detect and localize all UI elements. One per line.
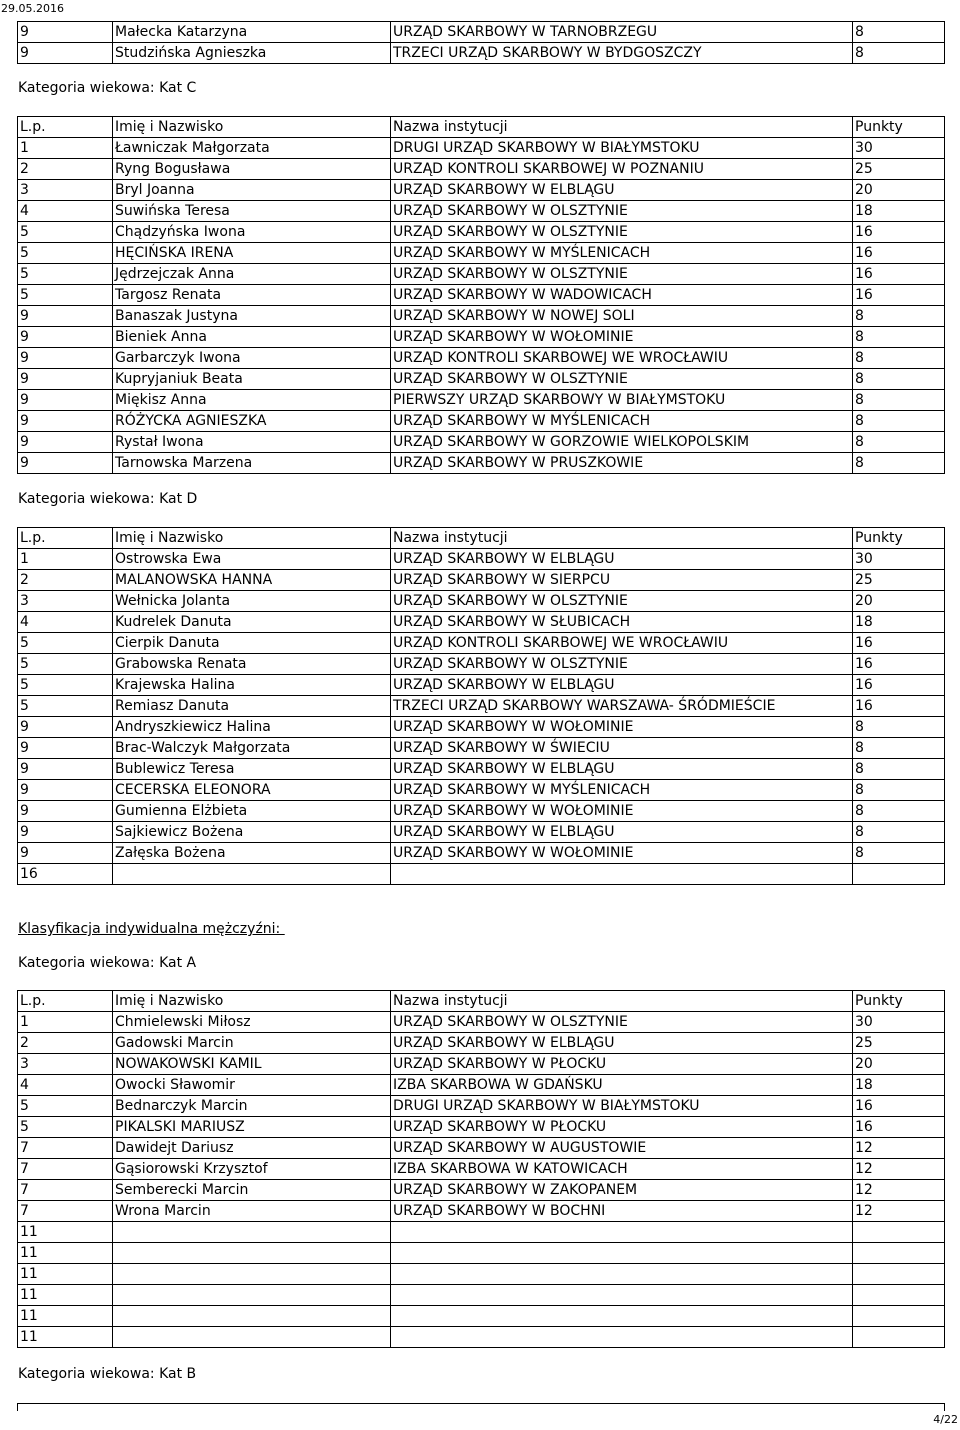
- lp-cell: 2: [17, 1033, 112, 1053]
- name-cell: NOWAKOWSKI KAMIL: [112, 1054, 390, 1074]
- points-cell: 8: [852, 801, 944, 821]
- table-row: [17, 453, 945, 474]
- table-row: [17, 1159, 945, 1180]
- points-cell: 18: [852, 1075, 944, 1095]
- name-cell: PIKALSKI MARIUSZ: [112, 1117, 390, 1137]
- men-classification-heading: Klasyfikacja indywidualna mężczyźni:: [18, 921, 285, 937]
- table-row: [17, 549, 945, 570]
- name-cell: Gumienna Elżbieta: [112, 801, 390, 821]
- lp-cell: 11: [17, 1327, 112, 1347]
- table-row: [17, 180, 945, 201]
- institution-cell: URZĄD KONTROLI SKARBOWEJ WE WROCŁAWIU: [390, 633, 852, 653]
- table-row: [17, 1327, 945, 1348]
- institution-cell: URZĄD SKARBOWY W ELBLĄGU: [390, 1033, 852, 1053]
- points-cell: 8: [852, 43, 944, 63]
- category-label-kat-c: Kategoria wiekowa: Kat C: [18, 80, 197, 96]
- name-cell: Semberecki Marcin: [112, 1180, 390, 1200]
- lp-cell: 16: [17, 864, 112, 884]
- lp-cell: 9: [17, 22, 112, 42]
- table-row: [17, 201, 945, 222]
- lp-cell: 9: [17, 369, 112, 389]
- name-cell: CECERSKA ELEONORA: [112, 780, 390, 800]
- table-row: [17, 432, 945, 453]
- name-cell: Chądzyńska Iwona: [112, 222, 390, 242]
- name-cell: Remiasz Danuta: [112, 696, 390, 716]
- table-row: [17, 264, 945, 285]
- name-cell: [112, 1264, 390, 1284]
- table-row: [17, 1075, 945, 1096]
- points-cell: 25: [852, 570, 944, 590]
- name-cell: Rystał Iwona: [112, 432, 390, 452]
- lp-cell: 5: [17, 654, 112, 674]
- points-cell: 20: [852, 1054, 944, 1074]
- table-row: [17, 138, 945, 159]
- name-cell: Jędrzejczak Anna: [112, 264, 390, 284]
- name-cell: RÓŻYCKA AGNIESZKA: [112, 411, 390, 431]
- name-cell: Brac-Walczyk Małgorzata: [112, 738, 390, 758]
- institution-cell: [390, 1264, 852, 1284]
- points-cell: 16: [852, 633, 944, 653]
- points-cell: [852, 1306, 944, 1326]
- points-cell: 12: [852, 1159, 944, 1179]
- name-cell: [112, 1222, 390, 1242]
- name-cell: Studzińska Agnieszka: [112, 43, 390, 63]
- name-cell: Bednarczyk Marcin: [112, 1096, 390, 1116]
- institution-cell: URZĄD SKARBOWY W AUGUSTOWIE: [390, 1138, 852, 1158]
- institution-cell: URZĄD SKARBOWY W OLSZTYNIE: [390, 201, 852, 221]
- points-cell: 8: [852, 717, 944, 737]
- points-header: Punkty: [852, 117, 944, 137]
- lp-cell: 9: [17, 717, 112, 737]
- name-cell: [112, 1243, 390, 1263]
- points-cell: 16: [852, 654, 944, 674]
- lp-cell: 7: [17, 1138, 112, 1158]
- points-cell: 8: [852, 306, 944, 326]
- points-cell: 8: [852, 453, 944, 473]
- results-table-kat-a: [17, 990, 945, 1348]
- table-row: [17, 612, 945, 633]
- points-cell: 8: [852, 348, 944, 368]
- points-cell: 8: [852, 390, 944, 410]
- lp-cell: 5: [17, 1096, 112, 1116]
- lp-cell: 11: [17, 1264, 112, 1284]
- points-cell: 16: [852, 222, 944, 242]
- name-cell: [112, 864, 390, 884]
- institution-cell: URZĄD SKARBOWY W WADOWICACH: [390, 285, 852, 305]
- lp-cell: 3: [17, 180, 112, 200]
- category-label-kat-a: Kategoria wiekowa: Kat A: [18, 955, 197, 971]
- table-row: [17, 822, 945, 843]
- points-cell: [852, 1327, 944, 1347]
- table-row: [17, 390, 945, 411]
- lp-cell: 11: [17, 1285, 112, 1305]
- points-cell: 16: [852, 285, 944, 305]
- table-row: [17, 738, 945, 759]
- lp-cell: 7: [17, 1159, 112, 1179]
- name-cell: Cierpik Danuta: [112, 633, 390, 653]
- institution-cell: DRUGI URZĄD SKARBOWY W BIAŁYMSTOKU: [390, 138, 852, 158]
- points-cell: 8: [852, 843, 944, 863]
- table-row: [17, 864, 945, 885]
- points-cell: 8: [852, 780, 944, 800]
- points-cell: 16: [852, 1117, 944, 1137]
- lp-cell: 9: [17, 843, 112, 863]
- institution-cell: URZĄD SKARBOWY W PŁOCKU: [390, 1117, 852, 1137]
- institution-cell: URZĄD SKARBOWY W WOŁOMINIE: [390, 717, 852, 737]
- table-row: [17, 43, 945, 64]
- table-row: [17, 570, 945, 591]
- points-cell: 20: [852, 180, 944, 200]
- table-row: [17, 1054, 945, 1075]
- table-row: [17, 348, 945, 369]
- points-cell: 30: [852, 549, 944, 569]
- points-cell: 25: [852, 1033, 944, 1053]
- institution-header: Nazwa instytucji: [390, 528, 852, 548]
- table-row: [17, 1180, 945, 1201]
- institution-cell: [390, 1306, 852, 1326]
- institution-cell: URZĄD SKARBOWY W OLSZTYNIE: [390, 369, 852, 389]
- lp-cell: 9: [17, 348, 112, 368]
- institution-cell: URZĄD SKARBOWY W OLSZTYNIE: [390, 1012, 852, 1032]
- points-cell: [852, 1243, 944, 1263]
- table-row: [17, 1012, 945, 1033]
- lp-cell: 9: [17, 453, 112, 473]
- name-cell: Grabowska Renata: [112, 654, 390, 674]
- name-cell: Ławniczak Małgorzata: [112, 138, 390, 158]
- results-table-kat-d: [17, 527, 945, 885]
- table-row: [17, 1033, 945, 1054]
- institution-cell: [390, 1243, 852, 1263]
- name-cell: Andryszkiewicz Halina: [112, 717, 390, 737]
- header-row: [17, 991, 945, 1012]
- name-cell: Bieniek Anna: [112, 327, 390, 347]
- lp-cell: 9: [17, 738, 112, 758]
- name-cell: Bublewicz Teresa: [112, 759, 390, 779]
- points-cell: 8: [852, 759, 944, 779]
- lp-cell: 5: [17, 264, 112, 284]
- table-row: [17, 801, 945, 822]
- points-cell: 20: [852, 591, 944, 611]
- institution-cell: IZBA SKARBOWA W KATOWICACH: [390, 1159, 852, 1179]
- table-row: [17, 22, 945, 43]
- institution-cell: URZĄD SKARBOWY W BOCHNI: [390, 1201, 852, 1221]
- table-row: [17, 1222, 945, 1243]
- lp-cell: 7: [17, 1180, 112, 1200]
- points-cell: [852, 1222, 944, 1242]
- points-cell: 30: [852, 1012, 944, 1032]
- name-cell: Załęska Bożena: [112, 843, 390, 863]
- name-cell: Kupryjaniuk Beata: [112, 369, 390, 389]
- institution-cell: URZĄD SKARBOWY W MYŚLENICACH: [390, 411, 852, 431]
- lp-header: L.p.: [17, 528, 112, 548]
- name-cell: Tarnowska Marzena: [112, 453, 390, 473]
- points-header: Punkty: [852, 528, 944, 548]
- lp-header: L.p.: [17, 991, 112, 1011]
- points-cell: [852, 1264, 944, 1284]
- lp-cell: 2: [17, 159, 112, 179]
- lp-cell: 5: [17, 1117, 112, 1137]
- institution-cell: [390, 864, 852, 884]
- lp-cell: 5: [17, 675, 112, 695]
- lp-cell: 11: [17, 1306, 112, 1326]
- name-cell: Dawidejt Dariusz: [112, 1138, 390, 1158]
- lp-cell: 4: [17, 612, 112, 632]
- print-date: 29.05.2016: [1, 2, 64, 15]
- institution-cell: URZĄD SKARBOWY W WOŁOMINIE: [390, 801, 852, 821]
- table-row: [17, 1117, 945, 1138]
- institution-cell: URZĄD SKARBOWY W OLSZTYNIE: [390, 654, 852, 674]
- category-label-kat-d: Kategoria wiekowa: Kat D: [18, 491, 198, 507]
- lp-cell: 2: [17, 570, 112, 590]
- lp-cell: 5: [17, 696, 112, 716]
- points-cell: 8: [852, 738, 944, 758]
- table-row: [17, 633, 945, 654]
- lp-cell: 1: [17, 138, 112, 158]
- points-cell: 12: [852, 1180, 944, 1200]
- table-row: [17, 327, 945, 348]
- institution-cell: URZĄD SKARBOWY W ELBLĄGU: [390, 180, 852, 200]
- institution-header: Nazwa instytucji: [390, 117, 852, 137]
- lp-cell: 1: [17, 1012, 112, 1032]
- lp-cell: 9: [17, 801, 112, 821]
- name-cell: [112, 1327, 390, 1347]
- institution-cell: URZĄD KONTROLI SKARBOWEJ WE WROCŁAWIU: [390, 348, 852, 368]
- table-row: [17, 675, 945, 696]
- name-cell: Bryl Joanna: [112, 180, 390, 200]
- name-cell: [112, 1285, 390, 1305]
- name-cell: Banaszak Justyna: [112, 306, 390, 326]
- institution-cell: [390, 1327, 852, 1347]
- name-cell: Krajewska Halina: [112, 675, 390, 695]
- points-cell: [852, 864, 944, 884]
- institution-cell: URZĄD SKARBOWY W WOŁOMINIE: [390, 843, 852, 863]
- institution-cell: DRUGI URZĄD SKARBOWY W BIAŁYMSTOKU: [390, 1096, 852, 1116]
- table-row: [17, 780, 945, 801]
- results-table-kat-b-top-edge: [17, 1403, 945, 1411]
- table-row: [17, 1264, 945, 1285]
- institution-header: Nazwa instytucji: [390, 991, 852, 1011]
- table-row: [17, 843, 945, 864]
- page-number: 4/22: [933, 1413, 958, 1426]
- institution-cell: [390, 1285, 852, 1305]
- lp-cell: 9: [17, 432, 112, 452]
- points-cell: 16: [852, 696, 944, 716]
- table-row: [17, 369, 945, 390]
- institution-cell: URZĄD KONTROLI SKARBOWEJ W POZNANIU: [390, 159, 852, 179]
- institution-cell: URZĄD SKARBOWY W ELBLĄGU: [390, 675, 852, 695]
- institution-cell: URZĄD SKARBOWY W OLSZTYNIE: [390, 222, 852, 242]
- results-table-kat-c: [17, 116, 945, 474]
- name-cell: Miękisz Anna: [112, 390, 390, 410]
- table-row: [17, 222, 945, 243]
- institution-cell: URZĄD SKARBOWY W MYŚLENICACH: [390, 243, 852, 263]
- table-row: [17, 1096, 945, 1117]
- table-row: [17, 306, 945, 327]
- points-cell: 8: [852, 432, 944, 452]
- points-cell: 18: [852, 612, 944, 632]
- table-row: [17, 759, 945, 780]
- lp-cell: 4: [17, 1075, 112, 1095]
- table-row: [17, 285, 945, 306]
- institution-cell: URZĄD SKARBOWY W ŚWIECIU: [390, 738, 852, 758]
- points-cell: 12: [852, 1138, 944, 1158]
- institution-cell: URZĄD SKARBOWY W SŁUBICACH: [390, 612, 852, 632]
- institution-cell: URZĄD SKARBOWY W SIERPCU: [390, 570, 852, 590]
- table-row: [17, 1243, 945, 1264]
- name-cell: [112, 1306, 390, 1326]
- institution-cell: URZĄD SKARBOWY W MYŚLENICACH: [390, 780, 852, 800]
- points-cell: 16: [852, 264, 944, 284]
- points-header: Punkty: [852, 991, 944, 1011]
- points-cell: 16: [852, 1096, 944, 1116]
- lp-cell: 9: [17, 822, 112, 842]
- points-cell: 16: [852, 675, 944, 695]
- points-cell: 30: [852, 138, 944, 158]
- name-cell: Wrona Marcin: [112, 1201, 390, 1221]
- institution-cell: PIERWSZY URZĄD SKARBOWY W BIAŁYMSTOKU: [390, 390, 852, 410]
- table-row: [17, 654, 945, 675]
- institution-cell: [390, 1222, 852, 1242]
- table-row: [17, 696, 945, 717]
- points-cell: 25: [852, 159, 944, 179]
- results-table-continued: [17, 21, 945, 64]
- header-row: [17, 528, 945, 549]
- lp-cell: 5: [17, 222, 112, 242]
- lp-cell: 9: [17, 780, 112, 800]
- category-label-kat-b: Kategoria wiekowa: Kat B: [18, 1366, 197, 1382]
- institution-cell: URZĄD SKARBOWY W PŁOCKU: [390, 1054, 852, 1074]
- name-cell: Kudrelek Danuta: [112, 612, 390, 632]
- lp-cell: 4: [17, 201, 112, 221]
- lp-cell: 1: [17, 549, 112, 569]
- institution-cell: URZĄD SKARBOWY W OLSZTYNIE: [390, 591, 852, 611]
- lp-cell: 11: [17, 1222, 112, 1242]
- points-cell: 8: [852, 22, 944, 42]
- header-row: [17, 117, 945, 138]
- table-row: [17, 159, 945, 180]
- points-cell: 8: [852, 369, 944, 389]
- name-cell: Ryng Bogusława: [112, 159, 390, 179]
- lp-cell: 9: [17, 411, 112, 431]
- lp-cell: 11: [17, 1243, 112, 1263]
- institution-cell: URZĄD SKARBOWY W PRUSZKOWIE: [390, 453, 852, 473]
- name-header: Imię i Nazwisko: [112, 991, 390, 1011]
- name-cell: Ostrowska Ewa: [112, 549, 390, 569]
- name-cell: Gąsiorowski Krzysztof: [112, 1159, 390, 1179]
- points-cell: 12: [852, 1201, 944, 1221]
- name-cell: Wełnicka Jolanta: [112, 591, 390, 611]
- points-cell: 16: [852, 243, 944, 263]
- name-cell: Garbarczyk Iwona: [112, 348, 390, 368]
- lp-cell: 9: [17, 306, 112, 326]
- table-row: [17, 243, 945, 264]
- points-cell: 8: [852, 327, 944, 347]
- name-cell: Gadowski Marcin: [112, 1033, 390, 1053]
- lp-cell: 9: [17, 43, 112, 63]
- table-row: [17, 1201, 945, 1222]
- name-header: Imię i Nazwisko: [112, 528, 390, 548]
- institution-cell: IZBA SKARBOWA W GDAŃSKU: [390, 1075, 852, 1095]
- institution-cell: URZĄD SKARBOWY W WOŁOMINIE: [390, 327, 852, 347]
- lp-cell: 7: [17, 1201, 112, 1221]
- lp-cell: 5: [17, 243, 112, 263]
- institution-cell: TRZECI URZĄD SKARBOWY W BYDGOSZCZY: [390, 43, 852, 63]
- lp-cell: 3: [17, 591, 112, 611]
- lp-cell: 9: [17, 390, 112, 410]
- table-row: [17, 1138, 945, 1159]
- lp-cell: 3: [17, 1054, 112, 1074]
- name-cell: HĘCIŃSKA IRENA: [112, 243, 390, 263]
- institution-cell: URZĄD SKARBOWY W ZAKOPANEM: [390, 1180, 852, 1200]
- lp-cell: 5: [17, 285, 112, 305]
- name-cell: Suwińska Teresa: [112, 201, 390, 221]
- institution-cell: URZĄD SKARBOWY W ELBLĄGU: [390, 549, 852, 569]
- institution-cell: URZĄD SKARBOWY W TARNOBRZEGU: [390, 22, 852, 42]
- name-cell: Targosz Renata: [112, 285, 390, 305]
- table-row: [17, 411, 945, 432]
- points-cell: 8: [852, 822, 944, 842]
- lp-cell: 9: [17, 327, 112, 347]
- table-row: [17, 1306, 945, 1327]
- points-cell: 8: [852, 411, 944, 431]
- institution-cell: URZĄD SKARBOWY W ELBLĄGU: [390, 822, 852, 842]
- table-row: [17, 717, 945, 738]
- points-cell: 18: [852, 201, 944, 221]
- name-cell: Małecka Katarzyna: [112, 22, 390, 42]
- lp-header: L.p.: [17, 117, 112, 137]
- name-header: Imię i Nazwisko: [112, 117, 390, 137]
- table-row: [17, 1285, 945, 1306]
- lp-cell: 5: [17, 633, 112, 653]
- table-row: [17, 591, 945, 612]
- institution-cell: URZĄD SKARBOWY W OLSZTYNIE: [390, 264, 852, 284]
- points-cell: [852, 1285, 944, 1305]
- institution-cell: TRZECI URZĄD SKARBOWY WARSZAWA- ŚRÓDMIEŚCIE: [390, 696, 852, 716]
- lp-cell: 9: [17, 759, 112, 779]
- institution-cell: URZĄD SKARBOWY W ELBLĄGU: [390, 759, 852, 779]
- institution-cell: URZĄD SKARBOWY W GORZOWIE WIELKOPOLSKIM: [390, 432, 852, 452]
- name-cell: Chmielewski Miłosz: [112, 1012, 390, 1032]
- name-cell: Owocki Sławomir: [112, 1075, 390, 1095]
- institution-cell: URZĄD SKARBOWY W NOWEJ SOLI: [390, 306, 852, 326]
- name-cell: MALANOWSKA HANNA: [112, 570, 390, 590]
- name-cell: Sajkiewicz Bożena: [112, 822, 390, 842]
